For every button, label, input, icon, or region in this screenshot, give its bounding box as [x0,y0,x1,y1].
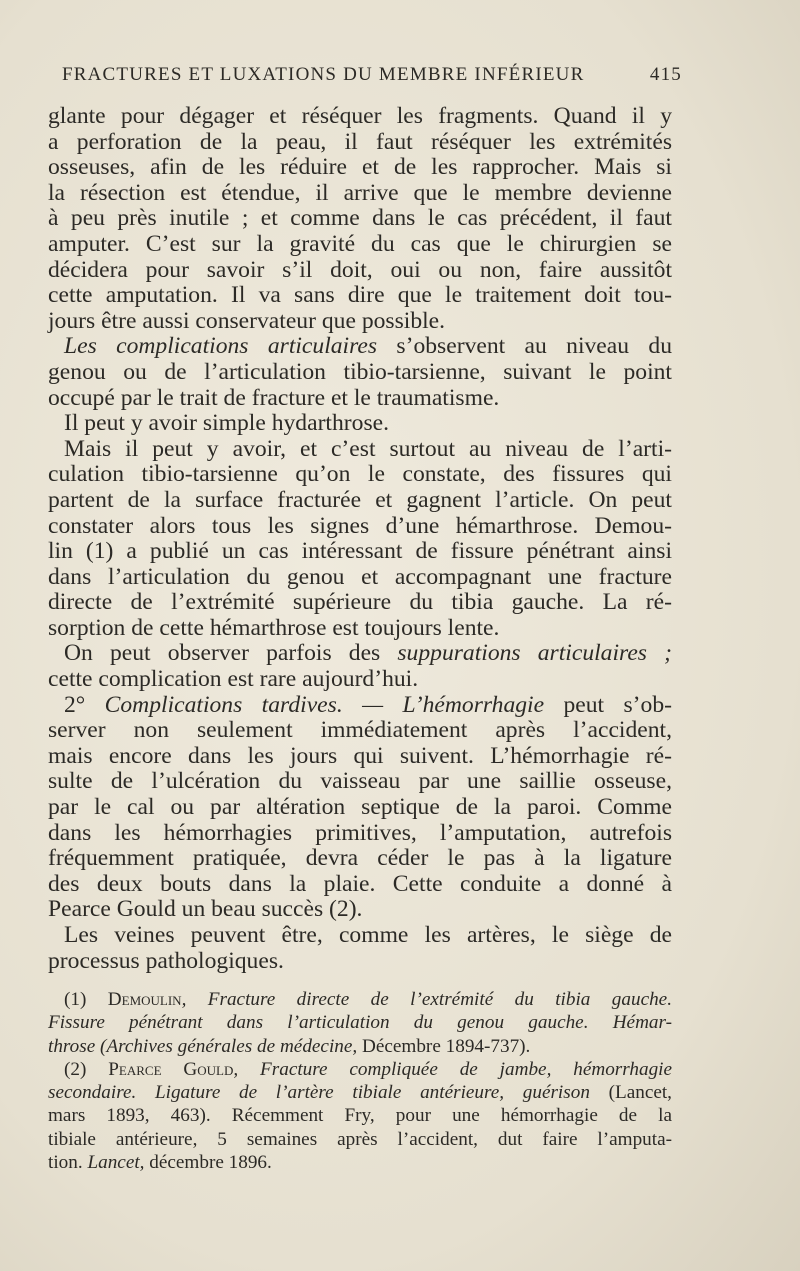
footnote-number: (1) [64,989,87,1010]
footnote-line [48,1058,672,1081]
footnote-line [48,1151,672,1174]
footnote-title: Lancet, [87,1152,145,1174]
text-line: la résection est étendue, il arrive que le membre devienne [48,179,672,206]
text-line: Mais il peut y avoir, et c’est surtout au niveau de l’arti- [64,435,672,462]
text-line: occupé par le trait de fracture et le traumatisme. [48,384,500,411]
text-line: par le cal ou par altération septique de la paroi. Comme [48,794,672,821]
text-line: lin (1) a publié un cas intéressant de fissure pénétrant ainsi [48,538,672,565]
text-line: partent de la surface fracturée et gagnent l’article. On peut [48,486,672,513]
footnote-title: , Fracture compliquée de jambe, hémorrhagie [233,1058,673,1080]
text-line: Pearce Gould un beau succès (2). [48,896,363,923]
text-line [48,334,672,360]
footnote-title: , Fracture directe de l’extrémité du tibia gauche. [181,989,673,1010]
text-line: genou ou de l’articulation tibio-tarsienne, suivant le point [48,358,672,385]
italic-phrase: Complications tardives. — L’hémorrhagie [104,691,545,718]
text-run: peut s’ob- [544,691,672,718]
footnote-author: Demoulin [107,989,182,1010]
text-line: cette amputation. Il va sans dire que le traitement doit tou- [48,282,672,309]
italic-phrase: Les complications articulaires [64,333,378,360]
italic-phrase: suppurations articulaires ; [397,640,672,667]
text-line [48,641,672,667]
footnote-title: throse (Archives générales de médecine, [48,1035,358,1057]
text-line: dans l’articulation du genou et accompagnant une fracture [48,563,672,590]
footnote-line: tibiale antérieure, 5 semaines après l’accident, dut faire l’amputa- [48,1128,672,1150]
text-line: à peu près inutile ; et comme dans le cas précédent, il faut [48,205,672,232]
footnotes [48,988,672,1174]
text-line: Les veines peuvent être, comme les artères, le siège de [64,922,672,948]
text-line: glante pour dégager et réséquer les fragments. Quand il y [48,103,672,129]
text-line: directe de l’extrémité supérieure du tibia gauche. La ré- [48,589,672,616]
body-text [48,104,672,974]
text-line: cette complication est rare aujourd’hui. [48,666,419,693]
text-line: osseuses, afin de les réduire et de les rapprocher. Mais si [48,154,672,181]
text-line: décidera pour savoir s’il doit, oui ou non, faire aussitôt [48,256,672,283]
footnote-line [48,1081,672,1104]
text-line: fréquemment pratiquée, devra céder le pas à la ligature [48,845,672,872]
text-line: sorption de cette hémarthrose est toujours lente. [48,614,500,641]
text-run: s’observent au niveau du [377,333,672,360]
text-line: dans les hémorrhagies primitives, l’amputation, autrefois [48,819,672,846]
text-line: server non seulement immédiatement après l’accident, [48,717,672,744]
text-line: jours être aussi conservateur que possible. [48,307,446,334]
footnote-title: secondaire. Ligature de l’artère tibiale antérieure, guérison [48,1082,590,1104]
footnote-line [48,988,672,1011]
running-title: FRACTURES ET LUXATIONS DU MEMBRE INFÉRIEUR [62,64,585,85]
footnote-text: tion. [48,1152,88,1174]
footnote-number: (2) [64,1058,87,1080]
text-line: amputer. C’est sur la gravité du cas que le chirurgien se [48,230,672,257]
text-line: mais encore dans les jours qui suivent. L’hémorrhagie ré- [48,742,672,769]
footnote-line: mars 1893, 463). Récemment Fry, pour une hémorrhagie de la [48,1105,672,1127]
footnote-title: Fissure pénétrant dans l’articulation du genou gauche. Hémar- [48,1012,672,1034]
footnote-text: décembre 1896. [144,1152,272,1174]
text-line: a perforation de la peau, il faut réséquer les extrémités [48,128,672,155]
footnote-line [48,1011,672,1034]
footnote-author: Pearce Gould [108,1058,234,1080]
page-number: 415 [649,64,682,85]
footnote-line [48,1035,672,1058]
text-line: sulte de l’ulcération du vaisseau par une saillie osseuse, [48,768,672,795]
footnote-text: (Lancet, [589,1082,672,1104]
text-line: des deux bouts dans la plaie. Cette conduite a donné à [48,870,672,897]
text-line: Il peut y avoir simple hydarthrose. [64,410,389,437]
running-header [62,64,682,86]
text-line: processus pathologiques. [48,947,284,974]
text-run: On peut observer parfois des [64,640,398,667]
text-line [48,693,672,719]
text-line: constater alors tous les signes d’une hémarthrose. Demou- [48,512,672,539]
text-run: 2° [64,691,105,718]
footnote-text: Décembre 1894-737). [357,1035,531,1057]
text-line: culation tibio-tarsienne qu’on le constate, des fissures qui [48,461,672,488]
